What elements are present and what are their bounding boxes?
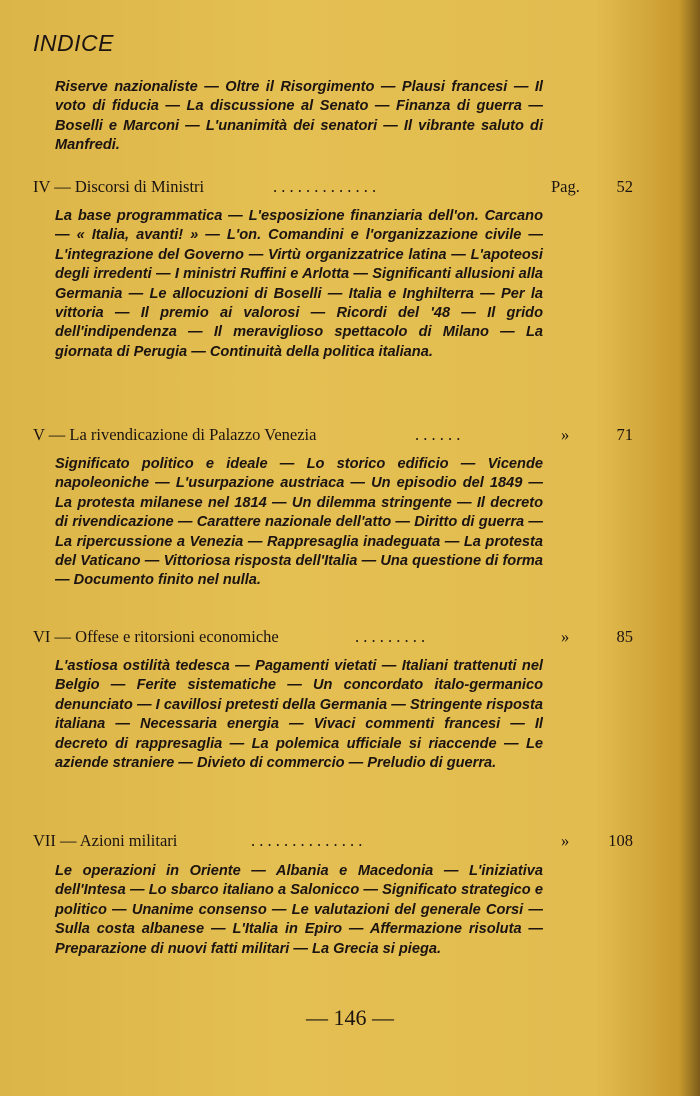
toc-entry-vi[interactable] xyxy=(33,626,633,648)
section-summary: L'astiosa ostilità tedesca — Pagamenti vietati — Italiani trattenuti nel Belgio — Ferite sistematiche — Un concordato italo-germanico denunciato — I cavillosi pretesti della Germania — Stringente risposta italiana — Necessaria energia — Vivaci commenti francesi — Il decreto di rappresaglia — La polemica ufficiale si riaccende — Le aziende straniere — Divieto di commercio — Preludio di guerra. xyxy=(55,658,543,772)
section-summary: Significato politico e ideale — Lo storico edificio — Vicende napoleoniche — L'usurpazione austriaca — Un episodio del 1849 — La protesta milanese nel 1814 — Un dilemma stringente — Il decreto di rivendicazione — Carattere nazionale dell'atto — Diritto di guerra — La ripercussione a Venezia — Rappresaglia inadeguata — La protesta del Vaticano — Vittoriosa risposta dell'Italia — Una questione di forma — Documento finito nel nulla. xyxy=(55,456,543,589)
section-summary: Le operazioni in Oriente — Albania e Macedonia — L'iniziativa dell'Intesa — Lo sbarco italiano a Salonicco — Significato strategico e politico — Unanime consenso — Le valutazioni del generale Corsi — Sulla costa albanese — L'Italia in Epiro — Affermazione risoluta — Preparazione di nuovi fatti militari — La Grecia si piega. xyxy=(55,863,543,957)
toc-entry-title: V — La rivendicazione di Palazzo Venezia xyxy=(33,425,317,444)
index-heading: INDICE xyxy=(33,30,114,56)
toc-entry-title: VII — Azioni militari xyxy=(33,831,178,850)
toc-entry-title: IV — Discorsi di Ministri xyxy=(33,177,205,196)
page-number: 71 xyxy=(616,425,633,444)
leader-dots: . . . . . . . . . . . . . xyxy=(273,177,377,196)
leader-dots: . . . . . . . . . xyxy=(355,627,426,646)
toc-entry-iv[interactable] xyxy=(33,176,633,198)
toc-entry-title: VI — Offese e ritorsioni economiche xyxy=(33,627,279,646)
page-ref-label: » xyxy=(561,425,570,444)
leader-dots: . . . . . . . . . . . . . . xyxy=(251,831,363,850)
intro-summary: Riserve nazionaliste — Oltre il Risorgimento — Plausi francesi — Il voto di fiducia — La discussione al Senato — Finanza di guerra — Boselli e Marconi — L'unanimità dei senatori — Il vibrante saluto di Manfredi. xyxy=(55,79,543,154)
page-number: 85 xyxy=(616,627,633,646)
footer-page-number: — 146 — xyxy=(306,1005,394,1030)
toc-entry-v[interactable] xyxy=(33,424,633,446)
page-ref-label: » xyxy=(561,831,570,850)
page-number: 52 xyxy=(616,177,633,196)
page-ref-label: Pag. xyxy=(551,177,580,196)
page-ref-label: » xyxy=(561,627,570,646)
section-summary: La base programmatica — L'esposizione finanziaria dell'on. Carcano — « Italia, avanti! » — L'on. Comandini e l'organizzazione civile — L'integrazione del Governo — Virtù organizzatrice latina — L'apoteosi degli irredenti — I ministri Ruffini e Arlotta — Significanti allusioni alla Germania — Le allocuzioni di Boselli — Italia e Inghilterra — Per la vittoria — Il premio ai valorosi — Ricordi del '48 — Il grido dell'indipendenza — Il meraviglioso spettacolo di Milano — La giornata di Perugia — Continuità della politica italiana. xyxy=(55,208,543,360)
page-number: 108 xyxy=(608,831,633,850)
leader-dots: . . . . . . xyxy=(415,425,461,444)
toc-entry-vii[interactable] xyxy=(33,830,633,852)
